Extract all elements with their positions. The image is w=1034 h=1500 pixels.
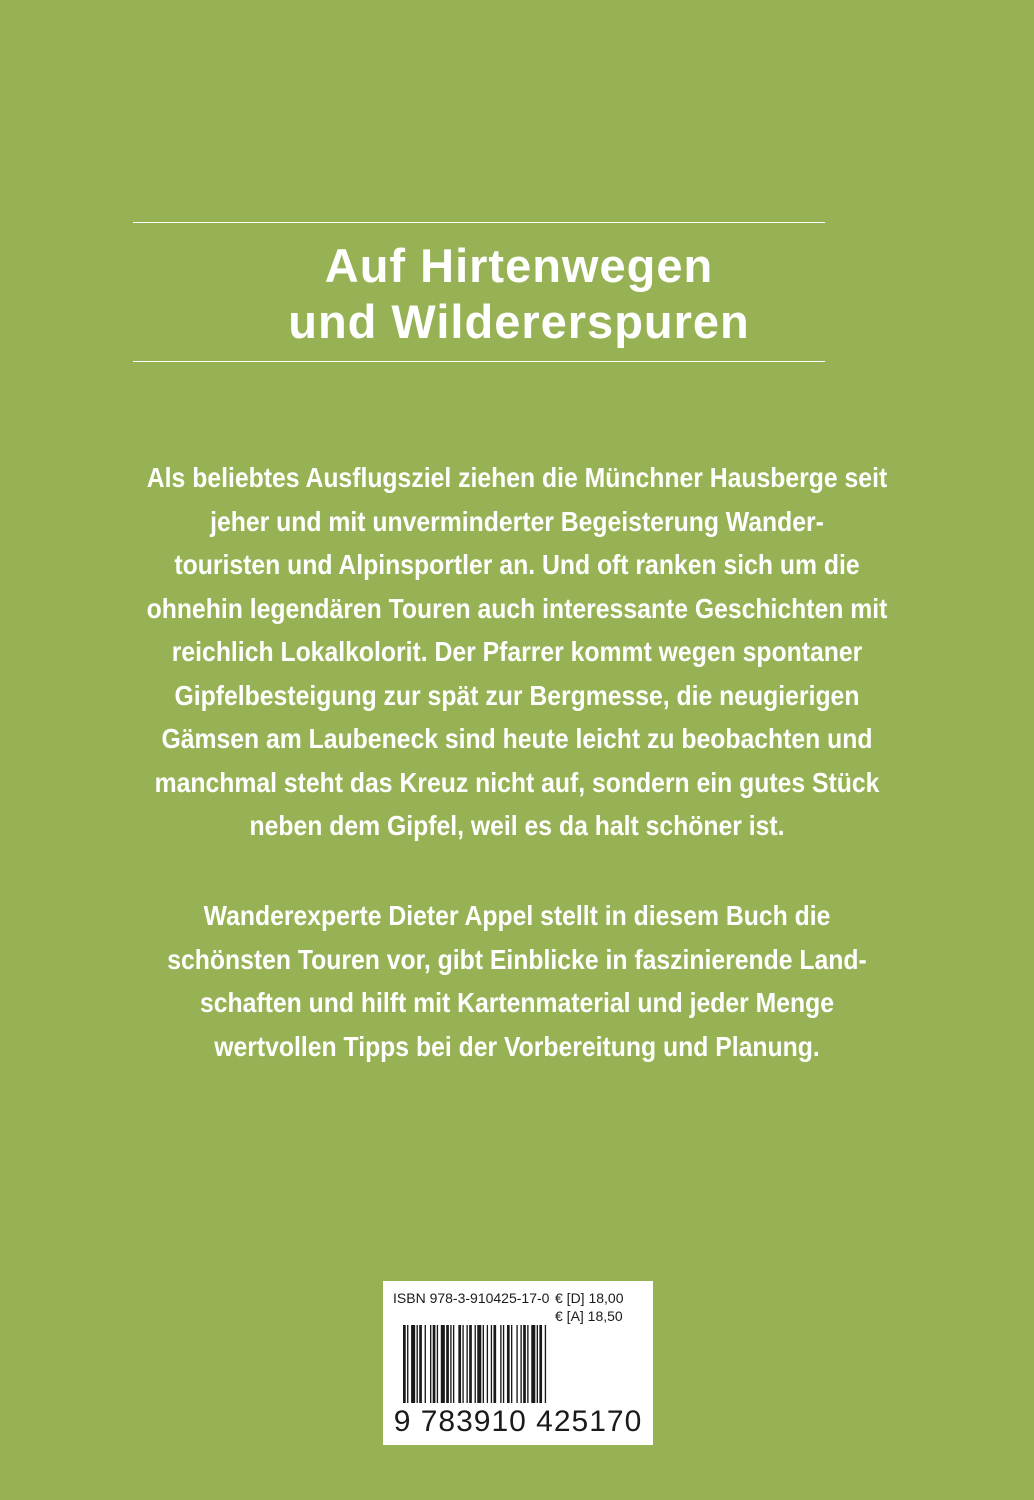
barcode-bar: [507, 1325, 510, 1411]
text-line: schönsten Touren vor, gibt Einblicke in faszinierende Land-: [167, 943, 867, 975]
text-line: manchmal steht das Kreuz nicht auf, sondern ein gutes Stück: [154, 766, 880, 798]
text-line: schaften und hilft mit Kartenmaterial und jeder Menge: [200, 987, 834, 1018]
barcode-bar: [487, 1325, 488, 1411]
barcode-bars-icon: [403, 1325, 643, 1411]
barcode-bar: [433, 1325, 436, 1411]
barcode-bar: [503, 1325, 504, 1411]
text-line: ohnehin legendären Touren auch interessante Geschichten mit: [146, 592, 888, 624]
text-line: Gipfelbesteigung zur spät zur Bergmesse, die neugierigen: [174, 679, 860, 711]
barcode-bar: [539, 1325, 542, 1411]
barcode-bar: [411, 1325, 415, 1411]
text-line: neben dem Gipfel, weil es da halt schöner ist.: [249, 810, 785, 841]
barcode-bar: [483, 1325, 484, 1411]
book-title-line-2: und Wildererspuren: [288, 295, 750, 348]
price-germany: € [D] 18,00: [555, 1290, 624, 1306]
isbn-text: ISBN 978-3-910425-17-0: [393, 1290, 550, 1306]
barcode-bar: [475, 1325, 476, 1411]
barcode-bar: [462, 1325, 463, 1411]
text-line: Wanderexperte Dieter Appel stellt in diesem Buch die: [203, 900, 831, 931]
barcode-bar: [407, 1325, 408, 1411]
barcode-bar: [425, 1325, 426, 1411]
description-paragraph-2: [106, 894, 929, 1068]
barcode-bar: [500, 1325, 501, 1411]
barcode-bar: [511, 1325, 512, 1411]
description-paragraph-1: [106, 456, 929, 848]
book-title: [133, 238, 905, 350]
barcode-bar: [458, 1325, 461, 1411]
text-line: reichlich Lokalkolorit. Der Pfarrer kommt wegen spontaner: [171, 636, 863, 667]
barcode-bar: [537, 1325, 538, 1411]
barcode-digits: 9 783910 425170: [389, 1403, 647, 1441]
barcode-bar: [419, 1325, 422, 1411]
barcode-bar: [491, 1325, 492, 1411]
barcode-bar: [441, 1325, 445, 1411]
text-line: Als beliebtes Ausflugsziel ziehen die Münchner Hausberge seit: [146, 462, 888, 493]
barcode-bar: [545, 1325, 546, 1411]
barcode-bar: [450, 1325, 451, 1411]
barcode-bar: [466, 1325, 467, 1411]
text-line: touristen und Alpinsportler an. Und oft ranken sich um die: [174, 549, 860, 580]
title-rule-bottom: [133, 361, 825, 362]
barcode-bar: [417, 1325, 418, 1411]
barcode-bar: [523, 1325, 526, 1411]
price-austria: € [A] 18,50: [555, 1308, 623, 1324]
barcode-bar: [430, 1325, 431, 1411]
barcode-bar: [469, 1325, 472, 1411]
barcode-bar: [520, 1325, 521, 1411]
barcode-bar: [493, 1325, 496, 1411]
barcode-bar: [531, 1325, 535, 1411]
text-line: wertvollen Tipps bei der Vorbereitung und Planung.: [214, 1030, 820, 1062]
barcode-bar: [453, 1325, 454, 1411]
barcode-bar: [527, 1325, 528, 1411]
book-title-line-1: Auf Hirtenwegen: [324, 239, 714, 292]
barcode-bar: [437, 1325, 438, 1411]
barcode-bar: [516, 1325, 517, 1411]
title-rule-top: [133, 222, 825, 223]
barcode-bar: [477, 1325, 481, 1411]
text-line: jeher und mit unverminderter Begeisterung Wander-: [210, 505, 824, 537]
barcode-bar: [403, 1325, 406, 1411]
text-line: Gämsen am Laubeneck sind heute leicht zu beobachten und: [161, 723, 873, 754]
barcode-label: [383, 1281, 653, 1445]
barcode-bar: [446, 1325, 449, 1411]
